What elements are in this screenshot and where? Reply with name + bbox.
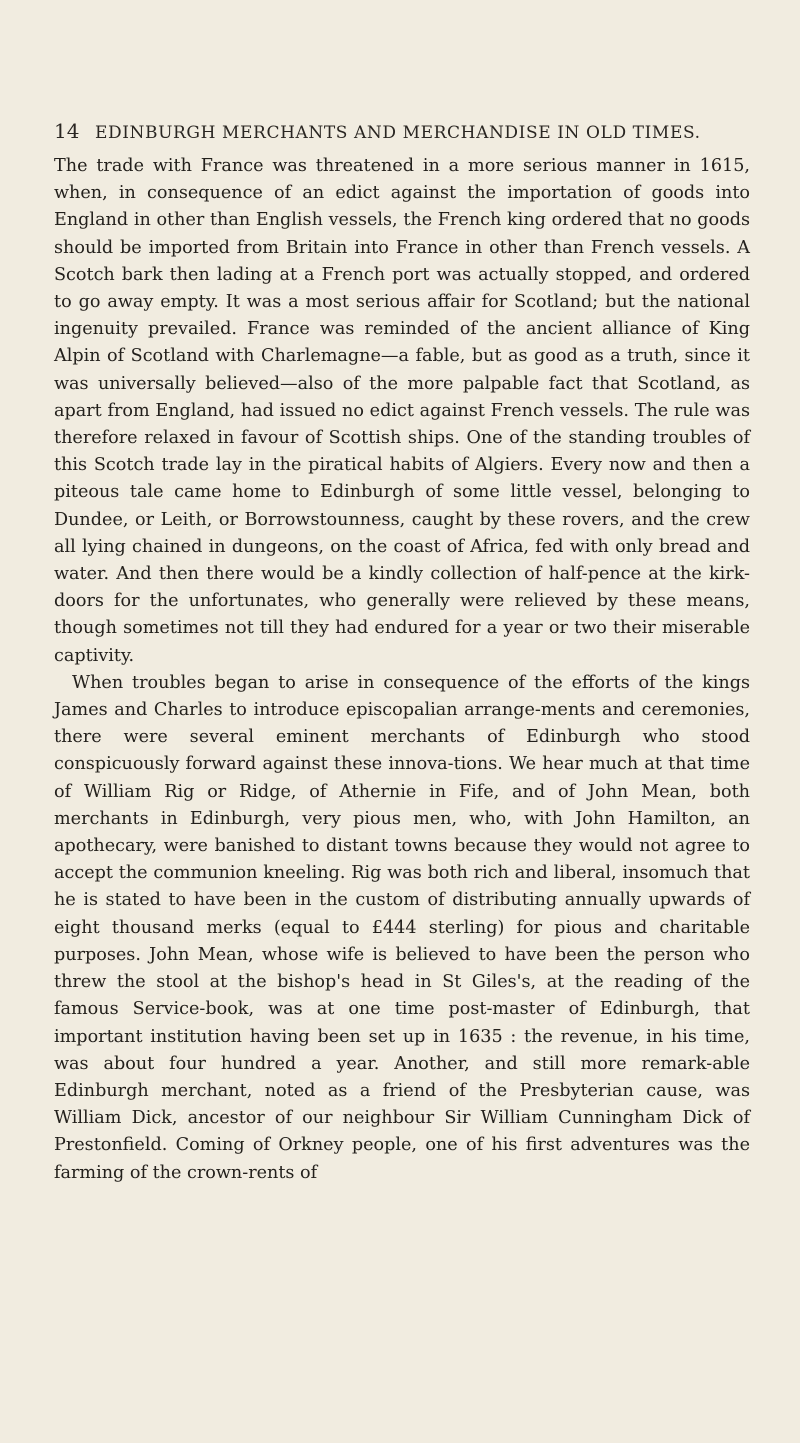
- running-head: [54, 119, 744, 143]
- running-title: EDINBURGH MERCHANTS AND MERCHANDISE IN OLD TIMES.: [94, 123, 701, 143]
- body-text: [54, 153, 750, 1187]
- page-number: 14: [54, 119, 80, 143]
- paragraph-merchants: When troubles began to arise in consequence of the efforts of the kings James and Charles to introduce episcopalian arrange-ments and ceremonies, there were several eminent merchants of Edinburgh who stood conspicuously forward against these innova-tions. We hear much at that time of William Rig or Ridge, of Athernie in Fife, and of John Mean, both merchants in Edinburgh, very pious men, who, with John Hamilton, an apothecary, were banished to distant towns because they would not agree to accept the communion kneeling. Rig was both rich and liberal, insomuch that he is stated to have been in the custom of distributing annually upwards of eight thousand merks (equal to £444 sterling) for pious and charitable purposes. John Mean, whose wife is believed to have been the person who threw the stool at the bishop's head in St Giles's, at the reading of the famous Service-book, was at one time post-master of Edinburgh, that important institution having been set up in 1635 : the revenue, in his time, was about four hundred a year. Another, and still more remark-able Edinburgh merchant, noted as a friend of the Presbyterian cause, was William Dick, ancestor of our neighbour Sir William Cunningham Dick of Prestonfield. Coming of Orkney people, one of his first adventures was the farming of the crown-rents of: [54, 672, 750, 1183]
- paragraph-france-trade: The trade with France was threatened in a more serious manner in 1615, when, in consequence of an edict against the importation of goods into England in other than English vessels, the French king ordered that no goods should be imported from Britain into France in other than French vessels. A Scotch bark then lading at a French port was actually stopped, and ordered to go away empty. It was a most serious affair for Scotland; but the national ingenuity prevailed. France was reminded of the ancient alliance of King Alpin of Scotland with Charlemagne—a fable, but as good as a truth, since it was universally believed—also of the more palpable fact that Scotland, as apart from England, had issued no edict against French vessels. The rule was therefore relaxed in favour of Scottish ships. One of the standing troubles of this Scotch trade lay in the piratical habits of Algiers. Every now and then a piteous tale came home to Edinburgh of some little vessel, belonging to Dundee, or Leith, or Borrowstounness, caught by these rovers, and the crew all lying chained in dungeons, on the coast of Africa, fed with only bread and water. And then there would be a kindly collection of half-pence at the kirk-doors for the unfortunates, who generally were relieved by these means, though sometimes not till they had endured for a year or two their miserable captivity.: [54, 156, 750, 666]
